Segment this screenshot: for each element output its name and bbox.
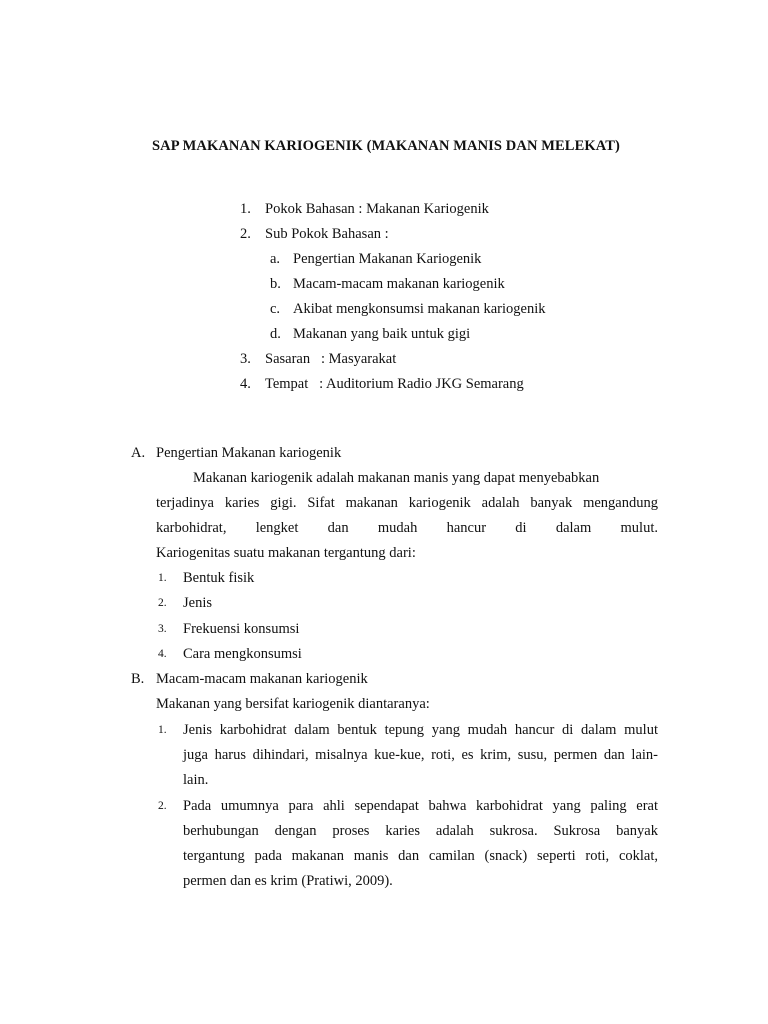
outline-item-topic: Pokok Bahasan : Makanan Kariogenik — [265, 201, 489, 217]
list-item-line: berhubungan dengan proses karies adalah sukrosa. Sukrosa banyak — [183, 823, 658, 839]
paragraph-intro: Makanan yang bersifat kariogenik diantaranya: — [156, 696, 430, 712]
sublist-item: Makanan yang baik untuk gigi — [293, 326, 471, 342]
outline-number: 3. — [240, 351, 251, 367]
list-item-line: lain. — [183, 772, 209, 788]
sublist-letter: a. — [270, 251, 281, 267]
list-item-line: juga harus dihindari, misalnya kue-kue, roti, es krim, susu, permen dan lain- — [183, 747, 658, 763]
sublist-letter: b. — [270, 276, 281, 292]
outline-number: 4. — [240, 376, 251, 392]
list-item: Bentuk fisik — [183, 570, 255, 586]
list-item-line: tergantung pada makanan manis dan camilan (snack) seperti roti, coklat, — [183, 848, 658, 864]
sublist-item: Akibat mengkonsumsi makanan kariogenik — [293, 301, 546, 317]
sublist-item: Macam-macam makanan kariogenik — [293, 276, 505, 292]
sublist-item: Pengertian Makanan Kariogenik — [293, 251, 482, 267]
outline-item-subtopic: Sub Pokok Bahasan : — [265, 226, 389, 242]
list-item: Cara mengkonsumsi — [183, 646, 302, 662]
sublist-letter: d. — [270, 326, 281, 342]
list-number: 1. — [158, 724, 167, 736]
list-item-line: Jenis karbohidrat dalam bentuk tepung yang mudah hancur di dalam mulut — [183, 722, 658, 738]
section-heading: Pengertian Makanan kariogenik — [156, 445, 342, 461]
list-number: 3. — [158, 623, 167, 635]
list-number: 2. — [158, 800, 167, 812]
list-number: 1. — [158, 572, 167, 584]
list-number: 4. — [158, 648, 167, 660]
list-item-line: Pada umumnya para ahli sependapat bahwa karbohidrat yang paling erat — [183, 798, 658, 814]
paragraph-line: Makanan kariogenik adalah makanan manis yang dapat menyebabkan — [193, 470, 600, 486]
outline-item-target: Sasaran : Masyarakat — [265, 351, 397, 367]
list-number: 2. — [158, 597, 167, 609]
section-heading: Macam-macam makanan kariogenik — [156, 671, 368, 687]
paragraph-line: karbohidrat, lengket dan mudah hancur di dalam mulut. — [156, 520, 658, 536]
outline-number: 2. — [240, 226, 251, 242]
list-item: Jenis — [183, 595, 212, 611]
section-letter: B. — [131, 671, 145, 687]
list-item: Frekuensi konsumsi — [183, 621, 300, 637]
document-title: SAP MAKANAN KARIOGENIK (MAKANAN MANIS DAN MELEKAT) — [152, 138, 620, 154]
list-item-line: permen dan es krim (Pratiwi, 2009). — [183, 873, 393, 889]
sublist-letter: c. — [270, 301, 281, 317]
paragraph-line: terjadinya karies gigi. Sifat makanan kariogenik adalah banyak mengandung — [156, 495, 658, 511]
section-letter: A. — [131, 445, 146, 461]
outline-number: 1. — [240, 201, 251, 217]
paragraph-intro: Kariogenitas suatu makanan tergantung dari: — [156, 545, 416, 561]
outline-item-place: Tempat : Auditorium Radio JKG Semarang — [265, 376, 524, 392]
